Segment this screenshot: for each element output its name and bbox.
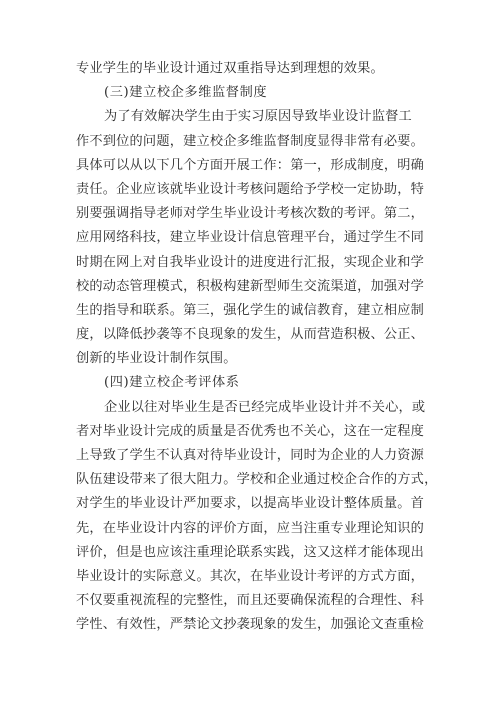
paragraph-line: 队伍建设带来了很大阻力。学校和企业通过校企合作的方式，	[76, 472, 438, 488]
paragraph-line: 责任。企业应该就毕业设计考核问题给予学校一定协助，特	[76, 181, 425, 197]
paragraph-line: 生的指导和联系。第三，强化学生的诚信教育，建立相应制	[76, 302, 425, 318]
paragraph-line: 具体可以从以下几个方面开展工作：第一，形成制度，明确	[76, 157, 425, 173]
section-3-heading: (三)建立校企多维监督制度	[104, 85, 268, 101]
intro-line: 专业学生的毕业设计通过双重指导达到理想的效果。	[76, 61, 384, 76]
section-3-paragraph	[76, 105, 434, 371]
paragraph-line: 对学生的毕业设计严加要求，以提高毕业设计整体质量。首	[76, 496, 425, 512]
paragraph-line: 校的动态管理模式，积极构建新型师生交流渠道，加强对学	[76, 278, 425, 294]
paragraph-line: 评价，但是也应该注重理论联系实践，这又这样才能体现出	[76, 544, 425, 560]
paragraph-line: 创新的毕业设计制作氛围。	[76, 351, 237, 367]
paragraph-line: 作不到位的问题，建立校企多维监督制度显得非常有必要。	[76, 133, 425, 149]
section-4-paragraph	[76, 396, 438, 638]
paragraph-line: 学性、有效性，严禁论文抄袭现象的发生，加强论文查重检	[76, 617, 425, 633]
paragraph-line: 为了有效解决学生由于实习原因导致毕业设计监督工	[104, 109, 412, 125]
paragraph-line: 应用网络科技，建立毕业设计信息管理平台，通过学生不同	[76, 230, 425, 246]
paragraph-line: 时期在网上对自我毕业设计的进度进行汇报，实现企业和学	[76, 254, 425, 270]
section-4-heading: (四)建立校企考评体系	[104, 375, 240, 391]
paragraph-line: 上导致了学生不认真对待毕业设计，同时为企业的人力资源	[76, 448, 425, 463]
paragraph-line: 不仅要重视流程的完整性，而且还要确保流程的合理性、科	[76, 593, 425, 609]
paragraph-line: 先，在毕业设计内容的评价方面，应当注重专业理论知识的	[76, 520, 425, 536]
paragraph-line: 者对毕业设计完成的质量是否优秀也不关心，这在一定程度	[76, 423, 425, 439]
paragraph-line: 度，以降低抄袭等不良现象的发生，从而营造积极、公正、	[76, 327, 425, 343]
paragraph-line: 企业以往对毕业生是否已经完成毕业设计并不关心，或	[104, 399, 426, 415]
paragraph-line: 毕业设计的实际意义。其次，在毕业设计考评的方式方面，	[76, 568, 425, 584]
paragraph-line: 别要强调指导老师对学生毕业设计考核次数的考评。第二，	[76, 206, 425, 222]
